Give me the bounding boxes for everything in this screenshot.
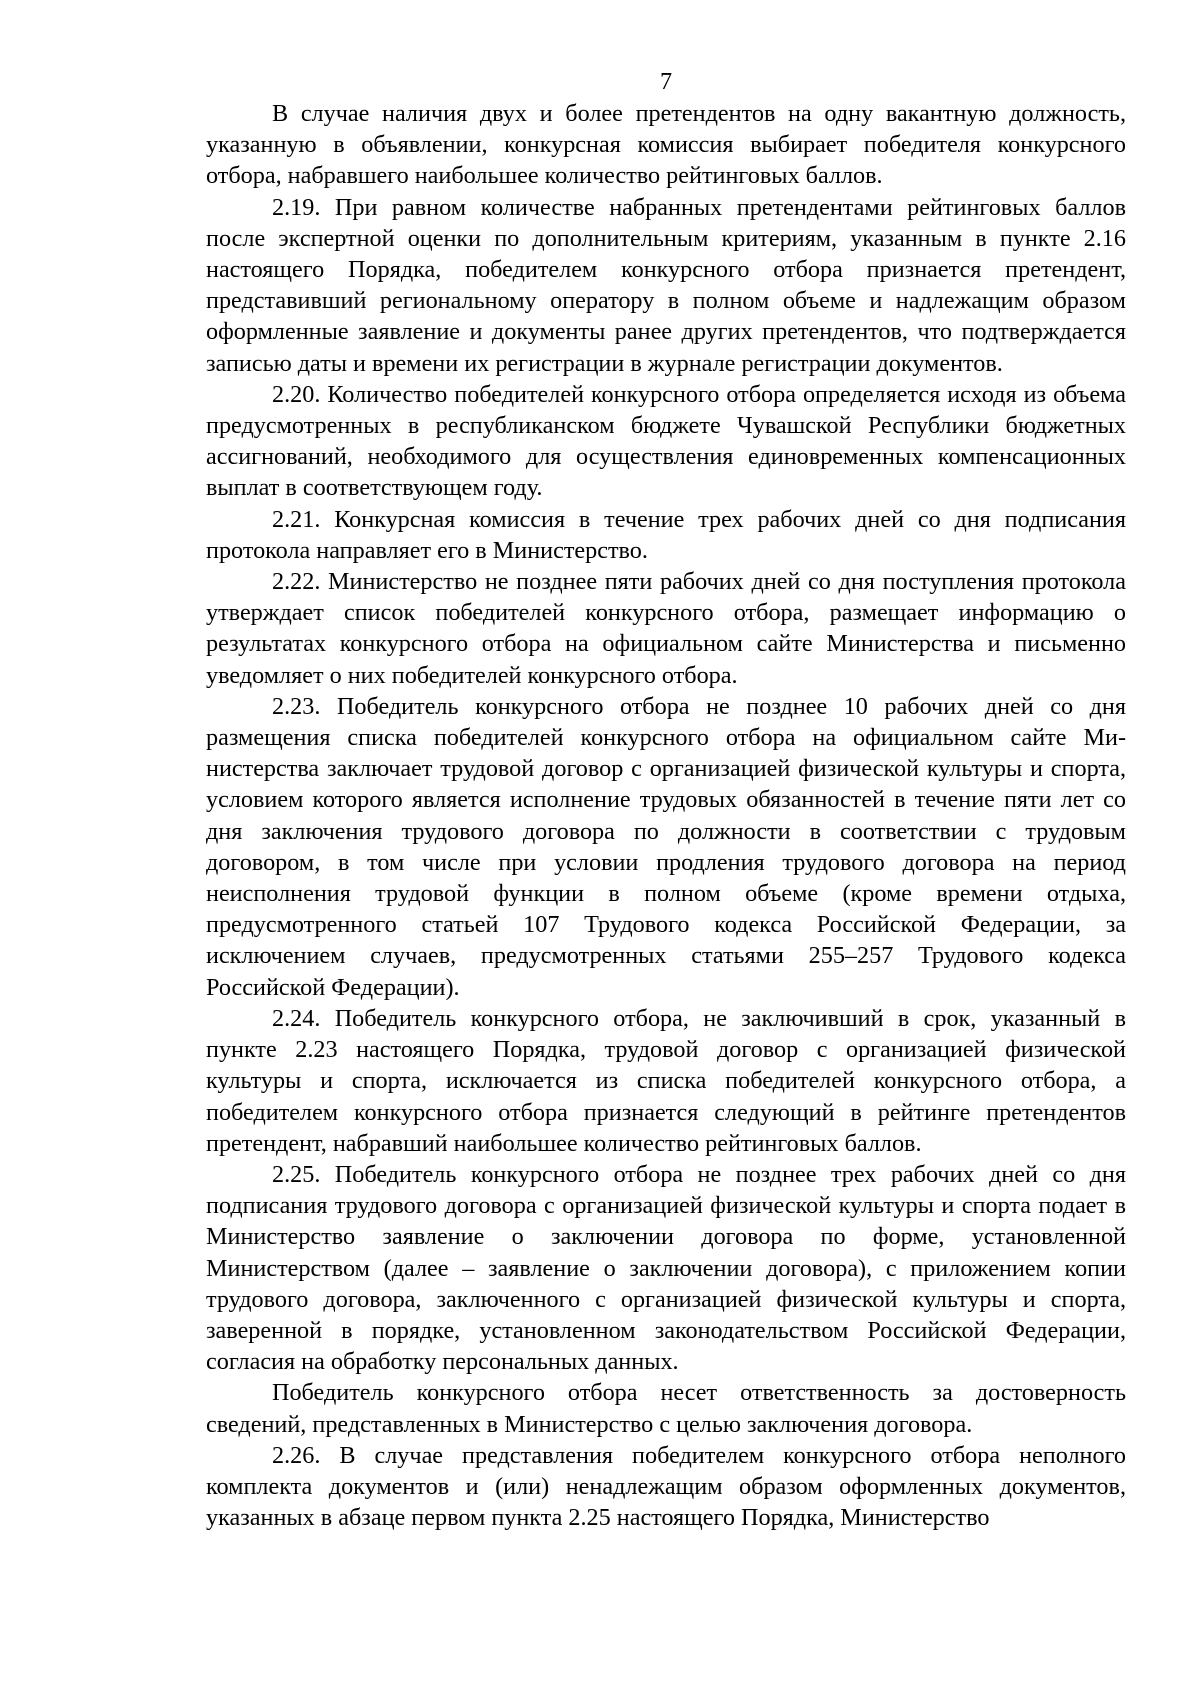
paragraph-2-23: 2.23. Победитель конкурсного отбора не позднее 10 рабочих дней со дня размещения списка победителей конкурсного отбора на официальном сайте Министерства заключает трудовой договор с организацией физической культуры и спорта, условием которого является исполнение трудовых обязанностей в течение пяти лет со дня заключения трудового договора по должности в соответствии с трудовым договором, в том числе при условии продления трудового договора на период неисполнения трудовой функции в полном объеме (кроме времени отдыха, предусмотренного статьей 107 Трудового кодекса Российской Федерации, за исключением случаев, предусмотренных статьями 255–257 Трудового кодекса Российской Федерации). — [206, 692, 1126, 1001]
paragraph-intro: В случае наличия двух и более претендентов на одну вакантную должность, указанную в объявлении, конкурсная комиссия выбирает победителя конкурсного отбора, набравшего наибольшее количество рейтинговых баллов. — [206, 100, 1126, 190]
paragraph-2-24: 2.24. Победитель конкурсного отбора, не заключивший в срок, указанный в пункте 2.23 настоящего Порядка, трудовой договор с организацией физической культуры и спорта, исключается из списка победителей конкурсного отбора, а победителем конкурсного отбора признается следующий в рейтинге претендентов претендент, набравший наибольшее количество рейтинговых баллов. — [206, 1004, 1126, 1157]
paragraph-responsibility: Победитель конкурсного отбора несет ответственность за достоверность сведений, представленных в Министерство с целью заключения договора. — [206, 1379, 1126, 1438]
paragraph-2-21: 2.21. Конкурсная комиссия в течение трех рабочих дней со дня подписания протокола направляет его в Министерство. — [206, 505, 1126, 564]
paragraph-2-19: 2.19. При равном количестве набранных претендентами рейтинговых баллов после экспертной оценки по дополнительным критериям, указанным в пункте 2.16 настоящего Порядка, победителем конкурсного отбора признается претендент, представивший региональному оператору в полном объеме и надлежащим образом оформленные заявление и документы ранее других претендентов, что подтверждается записью даты и времени их регистрации в журнале регистрации документов. — [206, 193, 1126, 377]
page-number: 7 — [659, 68, 673, 95]
paragraph-2-20: 2.20. Количество победителей конкурсного отбора определяется исходя из объема предусмотренных в республиканском бюджете Чувашской Республики бюджетных ассигнований, необходимого для осуществления единовременных компенсационных выплат в соответствующем году. — [206, 380, 1126, 502]
paragraph-2-25: 2.25. Победитель конкурсного отбора не позднее трех рабочих дней со дня подписания трудового договора с организацией физической культуры и спорта подает в Министерство заявление о заключении договора по форме, установленной Министерством (далее – заявление о заключении договора), с приложением копии трудового договора, заключенного с организацией физической культуры и спорта, заверенной в порядке, установленном законодательством Российской Федерации, согласия на обработку персональных данных. — [206, 1160, 1126, 1376]
paragraph-2-26: 2.26. В случае представления победителем конкурсного отбора неполного комплекта документов и (или) ненадлежащим образом оформленных документов, указанных в абзаце первом пункта 2.25 настоящего Порядка, Министерство — [206, 1441, 1126, 1532]
paragraph-2-22: 2.22. Министерство не позднее пяти рабочих дней со дня поступления протокола утверждает список победителей конкурсного отбора, размещает информацию о результатах конкурсного отбора на официальном сайте Министерства и письменно уведомляет о них победителей конкурсного отбора. — [206, 568, 1126, 689]
document-page — [206, 66, 1126, 1533]
